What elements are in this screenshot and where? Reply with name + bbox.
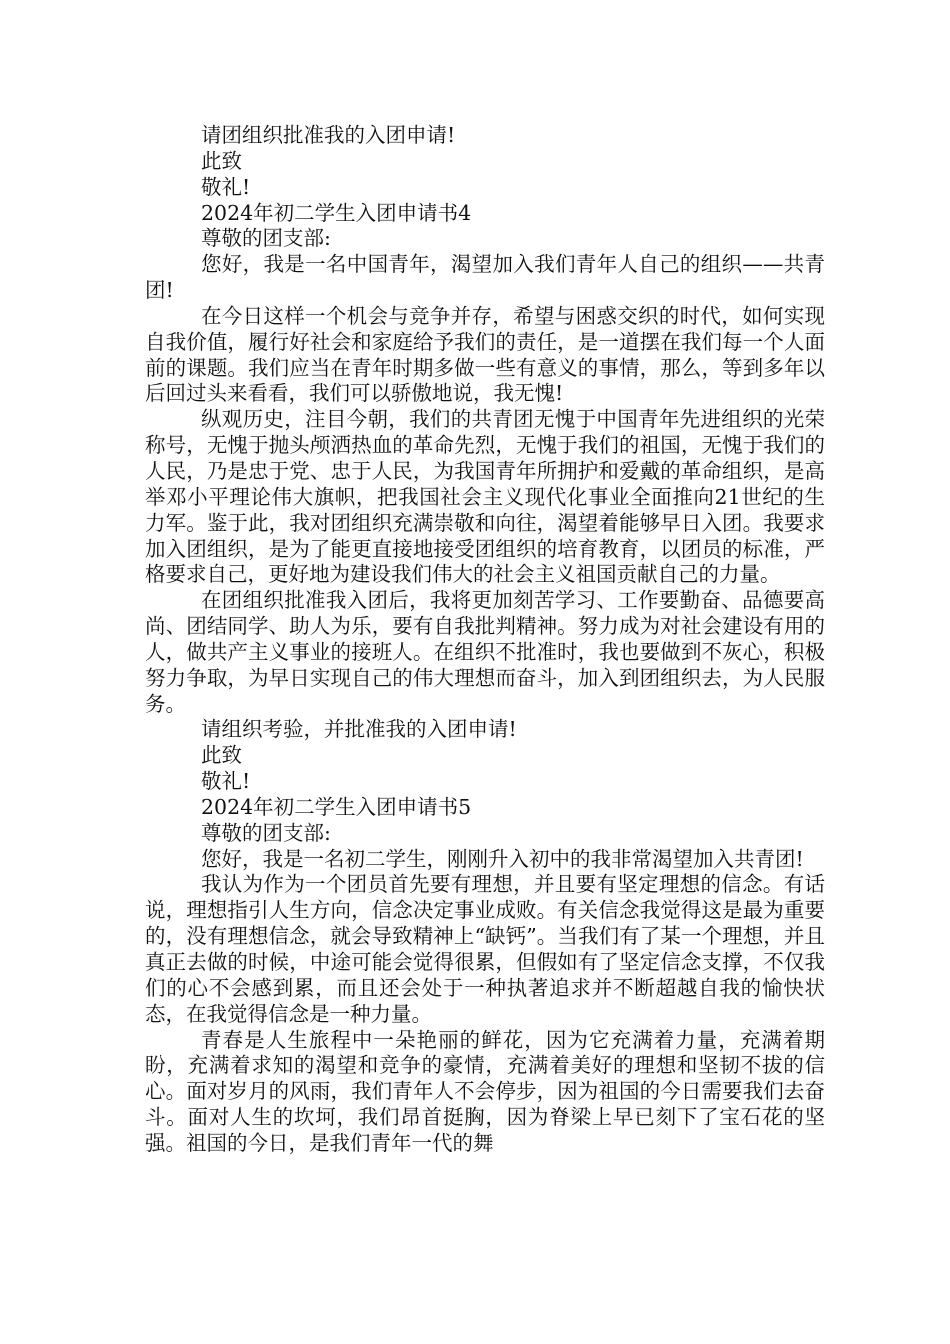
paragraph: 在今日这样一个机会与竞争并存，希望与困惑交织的时代，如何实现自我价值，履行好社会和家庭给予我们的责任，是一道摆在我们每一个人面前的课题。我们应当在青年时期多做一些有意义的事情，那么，等到多年以后回过头来看看，我们可以骄傲地说，我无愧! [145,303,825,406]
paragraph: 您好，我是一名中国青年，渴望加入我们青年人自己的组织——共青团! [145,252,825,303]
salutation: 尊敬的团支部: [201,226,331,251]
paragraph: 在团组织批准我入团后，我将更加刻苦学习、工作要勤奋、品德要高尚、团结同学、助人为乐，要有自我批判精神。努力成为对社会建设有用的人，做共产主义事业的接班人。在组织不批准时，我也要做到不灰心，积极努力争取，为早日实现自己的伟大理想而奋斗，加入到团组织去，为人民服务。 [145,588,825,716]
section-heading: 2024年初二学生入团申请书4 [201,200,472,225]
paragraph: 此致 [201,148,242,173]
section-heading: 2024年初二学生入团申请书5 [201,794,472,819]
salutation: 尊敬的团支部: [201,820,331,845]
paragraph: 请组织考验，并批准我的入团申请! [201,717,517,742]
paragraph: 纵观历史，注目今朝，我们的共青团无愧于中国青年先进组织的光荣称号，无愧于抛头颅洒热血的革命先烈，无愧于我们的祖国，无愧于我们的人民，乃是忠于党、忠于人民，为我国青年所拥护和爱戴的革命组织，是高举邓小平理论伟大旗帜，把我国社会主义现代化事业全面推向21世纪的生力军。鉴于此，我对团组织充满崇敬和向往，渴望着能够早日入团。我要求加入团组织，是为了能更直接地接受团组织的培育教育，以团员的标准，严格要求自己，更好地为建设我们伟大的社会主义祖国贡献自己的力量。 [145,407,825,587]
paragraph: 我认为作为一个团员首先要有理想，并且要有坚定理想的信念。有话说，理想指引人生方向，信念决定事业成败。有关信念我觉得这是最为重要的，没有理想信念，就会导致精神上“缺钙”。当我们有了某一个理想，并且真正去做的时候，中途可能会觉得很累，但假如有了坚定信念支撑，不仅我们的心不会感到累，而且还会处于一种执著追求并不断超越自我的愉快状态，在我觉得信念是一种力量。 [145,872,825,1026]
paragraph: 青春是人生旅程中一朵艳丽的鲜花，因为它充满着力量，充满着期盼，充满着求知的渴望和竞争的豪情，充满着美好的理想和坚韧不拔的信心。面对岁月的风雨，我们青年人不会停步，因为祖国的今日需要我们去奋斗。面对人生的坎坷，我们昂首挺胸，因为脊梁上早已刻下了宝石花的坚强。祖国的今日，是我们青年一代的舞 [145,1027,825,1155]
paragraph: 请团组织批准我的入团申请! [201,123,456,147]
paragraph: 敬礼! [201,174,251,199]
paragraph: 此致 [201,743,242,768]
document-page [145,123,825,1157]
paragraph: 您好，我是一名初二学生，刚刚升入初中的我非常渴望加入共青团! [201,846,804,871]
paragraph: 敬礼! [201,769,251,794]
